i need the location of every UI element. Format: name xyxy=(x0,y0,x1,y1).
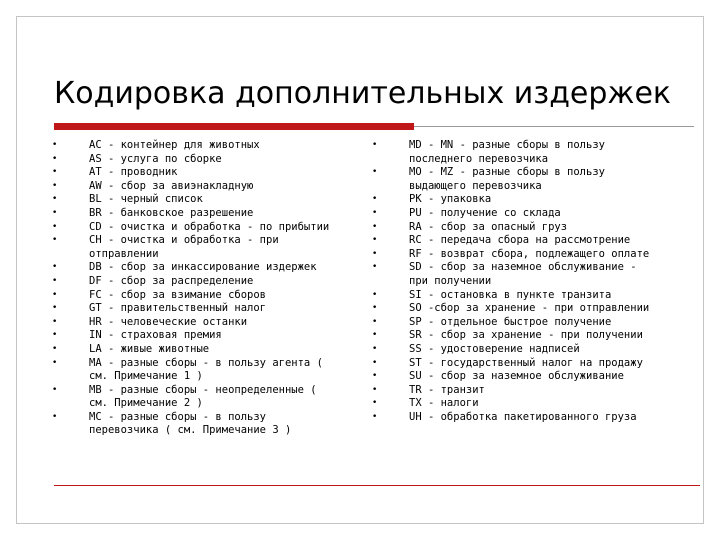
list-item-text: SS - удостоверение надписей xyxy=(409,342,580,355)
bullet-dot-icon: • xyxy=(372,140,378,150)
list-item-text: при получении xyxy=(409,274,492,287)
list-item xyxy=(372,261,702,288)
bullet-dot-icon: • xyxy=(52,330,58,341)
list-item xyxy=(372,302,702,316)
list-item xyxy=(372,166,702,193)
list-item-text: AS - услуга по сборке xyxy=(89,152,222,165)
list-item-text: FC - сбор за взимание сборов xyxy=(89,288,267,301)
list-item xyxy=(372,221,702,235)
list-item xyxy=(52,316,372,330)
list-item xyxy=(52,139,372,153)
list-item xyxy=(52,275,372,289)
list-item-text: см. Примечание 2 ) xyxy=(89,397,203,410)
list-item-text: UH - обработка пакетированного груза xyxy=(409,410,637,423)
list-item-text: отправлении xyxy=(89,247,159,260)
list-item-text: MO - MZ - разные сборы в пользу xyxy=(409,166,605,179)
list-item xyxy=(52,153,372,167)
list-item-text: CH - очистка и обработка - при xyxy=(89,234,279,247)
bullet-dot-icon: • xyxy=(52,384,58,395)
list-item xyxy=(52,234,372,261)
list-item-text: CD - очистка и обработка - по прибытии xyxy=(89,220,330,233)
bullet-dot-icon: • xyxy=(372,194,378,205)
list-item-text: MD - MN - разные сборы в пользу xyxy=(409,139,605,151)
bullet-dot-icon: • xyxy=(52,411,58,422)
list-item-text: HR - человеческие останки xyxy=(89,315,248,328)
list-item xyxy=(372,329,702,343)
bullet-dot-icon: • xyxy=(52,316,58,327)
bullet-dot-icon: • xyxy=(372,398,378,409)
bullet-dot-icon: • xyxy=(52,207,58,218)
bullet-dot-icon: • xyxy=(372,357,378,368)
list-item xyxy=(52,343,372,357)
bullet-dot-icon: • xyxy=(372,316,378,327)
list-item-text: TR - транзит xyxy=(409,383,485,396)
list-item-text: см. Примечание 1 ) xyxy=(89,370,203,383)
bullet-dot-icon: • xyxy=(372,371,378,382)
bullet-dot-icon: • xyxy=(372,167,378,178)
list-item xyxy=(52,329,372,343)
bullet-dot-icon: • xyxy=(52,235,58,246)
list-item-text: TX - налоги xyxy=(409,397,479,410)
list-item-text: BR - банковское разрешение xyxy=(89,206,254,219)
list-item xyxy=(372,139,702,166)
bullet-dot-icon: • xyxy=(372,248,378,259)
list-item-text: IN - страховая премия xyxy=(89,329,222,342)
list-item xyxy=(52,302,372,316)
bullet-dot-icon: • xyxy=(52,357,58,368)
list-item xyxy=(52,180,372,194)
list-item-text: MA - разные сборы - в пользу агента ( xyxy=(89,356,323,369)
list-item-text: PK - упаковка xyxy=(409,193,492,206)
bottom-accent-line xyxy=(54,485,700,486)
list-item xyxy=(372,370,702,384)
title-accent-bar xyxy=(54,123,414,130)
right-bullet-list xyxy=(372,139,702,424)
bullet-dot-icon: • xyxy=(52,262,58,273)
bullet-dot-icon: • xyxy=(372,235,378,246)
list-item xyxy=(372,357,702,371)
list-item-text: RA - сбор за опасный груз xyxy=(409,220,568,233)
list-item-text: SO -сбор за хранение - при отправлении xyxy=(409,302,650,315)
list-item-text: RC - передача сбора на рассмотрение xyxy=(409,234,631,247)
bullet-dot-icon: • xyxy=(372,343,378,354)
list-item-text: BL - черный список xyxy=(89,193,203,206)
list-item-text: перевозчика ( см. Примечание 3 ) xyxy=(89,424,292,437)
bullet-dot-icon: • xyxy=(52,180,58,191)
list-item xyxy=(372,384,702,398)
list-item-text: SI - остановка в пункте транзита xyxy=(409,288,612,301)
list-item xyxy=(52,261,372,275)
bullet-dot-icon: • xyxy=(52,343,58,354)
list-item xyxy=(372,248,702,262)
slide-title: Кодировка дополнительных издержек xyxy=(54,76,672,111)
bullet-dot-icon: • xyxy=(52,167,58,178)
list-item-text: AC - контейнер для животных xyxy=(89,139,260,151)
list-item xyxy=(372,207,702,221)
list-item xyxy=(372,397,702,411)
list-item-text: ST - государственный налог на продажу xyxy=(409,356,643,369)
bullet-dot-icon: • xyxy=(372,221,378,232)
bullet-dot-icon: • xyxy=(52,140,58,150)
list-item-text: SP - отдельное быстрое получение xyxy=(409,315,612,328)
list-item-text: AT - проводник xyxy=(89,166,178,179)
list-item-text: MB - разные сборы - неопределенные ( xyxy=(89,383,317,396)
bullet-dot-icon: • xyxy=(52,221,58,232)
bullet-dot-icon: • xyxy=(372,207,378,218)
list-item xyxy=(52,193,372,207)
list-item xyxy=(52,221,372,235)
bullet-dot-icon: • xyxy=(52,153,58,164)
bullet-dot-icon: • xyxy=(372,262,378,273)
list-item xyxy=(52,384,372,411)
list-item-text: SR - сбор за хранение - при получении xyxy=(409,329,643,342)
list-item-text: DB - сбор за инкассирование издержек xyxy=(89,261,317,274)
list-item-text: SU - сбор за наземное обслуживание xyxy=(409,370,624,383)
list-item xyxy=(372,234,702,248)
list-item-text: GT - правительственный налог xyxy=(89,302,267,315)
bullet-dot-icon: • xyxy=(52,275,58,286)
list-item xyxy=(372,316,702,330)
list-item xyxy=(52,411,372,438)
list-item-text: LA - живые животные xyxy=(89,342,210,355)
list-item-text: RF - возврат сбора, подлежащего оплате xyxy=(409,247,650,260)
bullet-dot-icon: • xyxy=(52,303,58,314)
list-item-text: PU - получение со склада xyxy=(409,206,561,219)
list-item xyxy=(52,166,372,180)
bullet-dot-icon: • xyxy=(372,289,378,300)
left-bullet-list xyxy=(52,139,372,438)
list-item xyxy=(52,289,372,303)
list-item xyxy=(52,207,372,221)
list-item-text: DF - сбор за распределение xyxy=(89,274,254,287)
list-item xyxy=(372,411,702,425)
bullet-dot-icon: • xyxy=(372,303,378,314)
list-item xyxy=(372,343,702,357)
list-item-text: AW - сбор за авиэнакладную xyxy=(89,179,254,192)
list-item xyxy=(52,357,372,384)
list-item xyxy=(372,289,702,303)
list-item-text: MC - разные сборы - в пользу xyxy=(89,410,267,423)
bullet-dot-icon: • xyxy=(52,289,58,300)
bullet-dot-icon: • xyxy=(372,330,378,341)
list-item-text: последнего перевозчика xyxy=(409,152,549,165)
list-item-text: SD - сбор за наземное обслуживание - xyxy=(409,261,637,274)
list-item-text: выдающего перевозчика xyxy=(409,179,542,192)
bullet-dot-icon: • xyxy=(52,194,58,205)
bullet-dot-icon: • xyxy=(372,384,378,395)
list-item xyxy=(372,193,702,207)
bullet-dot-icon: • xyxy=(372,411,378,422)
